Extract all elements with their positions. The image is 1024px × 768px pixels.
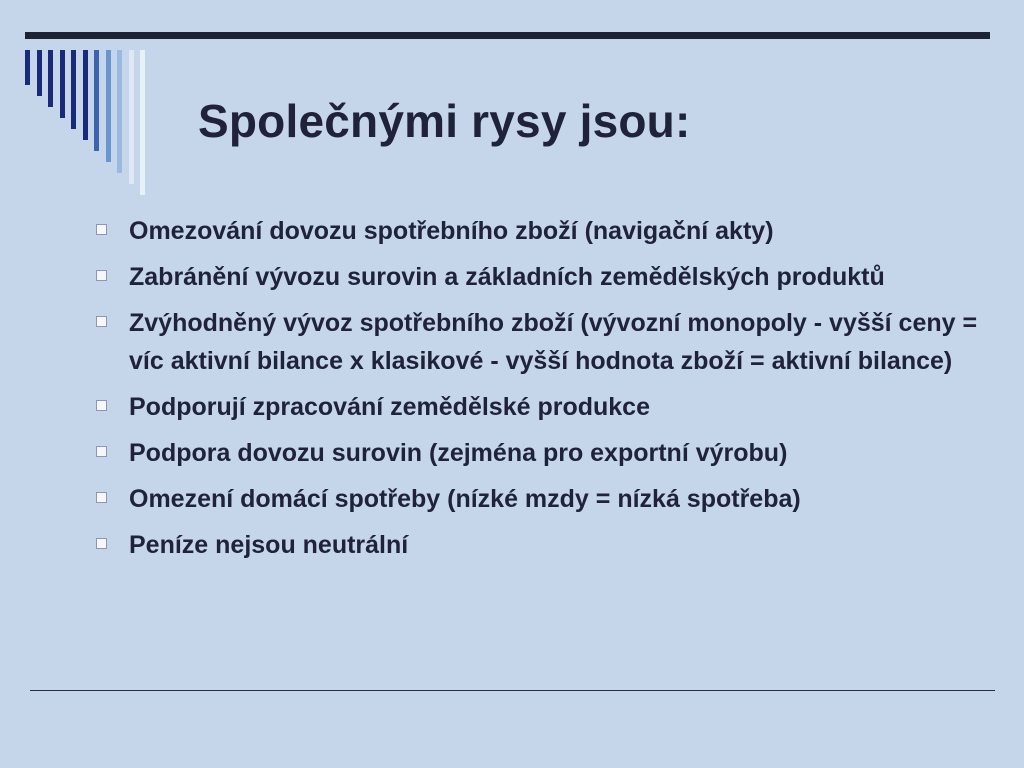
list-item [92, 526, 992, 564]
list-item [92, 480, 992, 518]
list-item [92, 388, 992, 426]
square-bullet-icon [96, 270, 107, 281]
bullet-text: Zabránění vývozu surovin a základních zemědělských produktů [129, 263, 885, 291]
list-item [92, 434, 992, 472]
square-bullet-icon [96, 492, 107, 503]
decorative-stripe [106, 50, 111, 162]
list-item [92, 258, 992, 296]
decorative-stripe [140, 50, 145, 195]
top-rule [25, 32, 990, 39]
square-bullet-icon [96, 538, 107, 549]
square-bullet-icon [96, 446, 107, 457]
square-bullet-icon [96, 224, 107, 235]
bullet-text: Omezení domácí spotřeby (nízké mzdy = nízká spotřeba) [129, 485, 801, 513]
list-item [92, 304, 992, 380]
square-bullet-icon [96, 400, 107, 411]
bullet-text: Peníze nejsou neutrální [129, 531, 409, 559]
bullet-text: Omezování dovozu spotřebního zboží (navigační akty) [129, 217, 774, 245]
bullet-list [92, 212, 992, 572]
decorative-stripe [117, 50, 122, 173]
decorative-stripe [71, 50, 76, 129]
list-item [92, 212, 992, 250]
slide-title: Společnými rysy jsou: [198, 95, 691, 147]
decorative-stripes [25, 50, 175, 210]
decorative-stripe [25, 50, 30, 85]
decorative-stripe [83, 50, 88, 140]
bottom-rule [30, 690, 995, 691]
decorative-stripe [37, 50, 42, 96]
decorative-stripe [60, 50, 65, 118]
bullet-text: Zvýhodněný vývoz spotřebního zboží (vývozní monopoly - vyšší ceny = víc aktivní bilance x klasikové - vyšší hodnota zboží = aktivní bilance) [129, 309, 978, 375]
decorative-stripe [129, 50, 134, 184]
bullet-text: Podpora dovozu surovin (zejména pro exportní výrobu) [129, 439, 788, 467]
decorative-stripe [48, 50, 53, 107]
decorative-stripe [94, 50, 99, 151]
square-bullet-icon [96, 316, 107, 327]
bullet-text: Podporují zpracování zemědělské produkce [129, 393, 650, 421]
